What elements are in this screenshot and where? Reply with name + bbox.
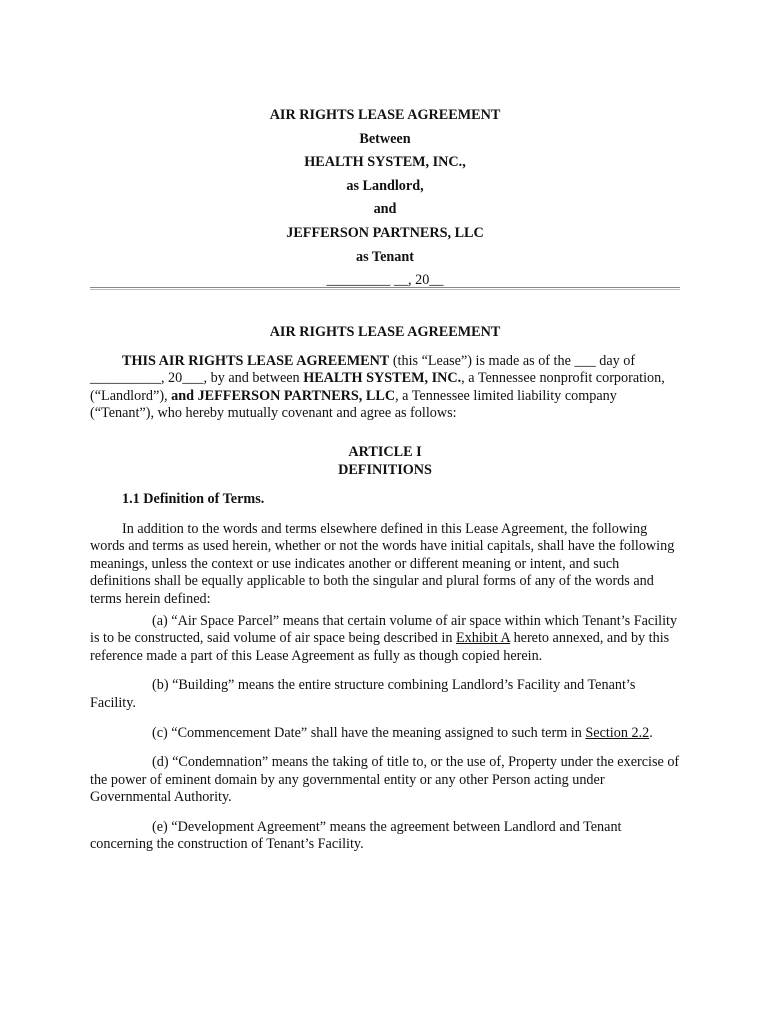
exhibit-a-link[interactable]: Exhibit A xyxy=(456,630,511,647)
definition-a xyxy=(90,613,680,666)
intro-tenant: and JEFFERSON PARTNERS, LLC xyxy=(171,387,396,404)
section-heading: 1.1 Definition of Terms. xyxy=(122,490,265,507)
intro-text-3: , a Tennessee limited liability company (“Tenant”), who hereby mutually covenant and agree as follows: xyxy=(90,387,617,422)
definition-c xyxy=(90,725,680,743)
definition-c-text-end: . xyxy=(649,724,653,741)
cover-between: Between xyxy=(359,130,411,147)
cover-block xyxy=(0,105,770,292)
cover-landlord-role: as Landlord, xyxy=(346,177,424,194)
intro-landlord: HEALTH SYSTEM, INC. xyxy=(303,370,462,387)
intro-lead: THIS AIR RIGHTS LEASE AGREEMENT xyxy=(122,352,390,369)
section-paragraph: In addition to the words and terms elsewhere defined in this Lease Agreement, the following words and terms as used herein, whether or not the words have initial capitals, shall have the following meanings, unless the context or use indicates another or different meaning or intent, and such definitions shall be equally applicable to both the singular and plural forms of any of the words and terms herein defined: xyxy=(90,520,675,607)
cover-date-line: _________ __, 20__ xyxy=(326,272,444,289)
cover-title: AIR RIGHTS LEASE AGREEMENT xyxy=(269,107,501,123)
horizontal-divider xyxy=(90,287,680,290)
article-number: ARTICLE I xyxy=(348,443,422,460)
cover-and: and xyxy=(373,201,397,218)
definition-a-text: (a) “Air Space Parcel” means that certain volume of air space within which Tenant’s Facility is to be constructed, said volume of air space being described in xyxy=(90,612,678,647)
intro-paragraph xyxy=(90,353,680,423)
agreement-heading: AIR RIGHTS LEASE AGREEMENT xyxy=(269,324,501,340)
intro-text-1: (this “Lease”) is made as of the ___ day of __________, 20___, by and between xyxy=(90,352,636,387)
cover-tenant-role: as Tenant xyxy=(356,248,414,265)
cover-landlord-name: HEALTH SYSTEM, INC., xyxy=(304,154,466,171)
definition-b: (b) “Building” means the entire structure combining Landlord’s Facility and Tenant’s Facility. xyxy=(90,677,636,711)
article-title: DEFINITIONS xyxy=(338,461,432,478)
definition-c-text: (c) “Commencement Date” shall have the meaning assigned to such term in xyxy=(152,724,586,741)
definition-a-text-end: hereto annexed, and by this reference made a part of this Lease Agreement as fully as though copied herein. xyxy=(90,630,670,664)
intro-text-2: , a Tennessee nonprofit corporation, (“Landlord”), xyxy=(90,370,665,404)
definition-d: (d) “Condemnation” means the taking of title to, or the use of, Property under the exercise of the power of eminent domain by any governmental entity or any other Person acting under Governmental Authority. xyxy=(90,754,680,806)
document-body xyxy=(90,324,680,854)
cover-tenant-name: JEFFERSON PARTNERS, LLC xyxy=(286,224,484,241)
definition-e: (e) “Development Agreement” means the agreement between Landlord and Tenant concerning the construction of Tenant’s Facility. xyxy=(90,818,622,853)
section-2-2-link[interactable]: Section 2.2 xyxy=(585,724,650,741)
